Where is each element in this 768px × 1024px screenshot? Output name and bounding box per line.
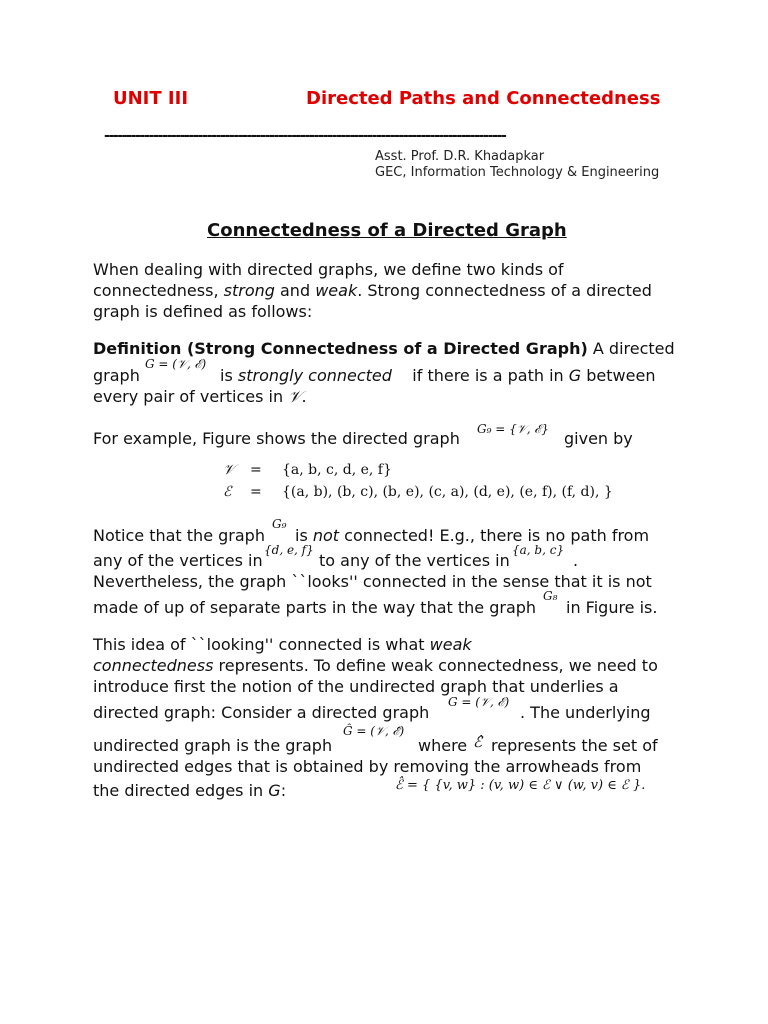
notice-line-1: Notice that the graph [93,526,265,545]
notice-line-2: any of the vertices in [93,551,263,570]
notice-line-3: Nevertheless, the graph ``looks'' connected in the sense that it is not [93,572,652,591]
weak-line-1: This idea of ``looking'' connected is what weak [93,635,472,654]
weak-g-math: G = (𝒱, ℰ) [448,695,510,709]
section-title: Connectedness of a Directed Graph [207,220,567,241]
graph-math: G = (𝒱, ℰ) [145,357,207,371]
notice-line-2-end: . [573,551,579,570]
intro-line-1: When dealing with directed graphs, we define two kinds of [93,260,564,279]
weak-line-3: introduce first the notion of the undirected graph that underlies a [93,677,619,696]
set-def: {d, e, f} [264,543,314,557]
vertex-set: {a, b, c, d, e, f} [282,462,392,478]
notice-line-2-mid: to any of the vertices in [319,551,510,570]
v-equals: = [250,462,262,478]
intro-line-3: graph is defined as follows: [93,302,313,321]
author-name: Asst. Prof. D.R. Khadapkar [375,149,545,164]
notice-g9: G₉ [272,517,287,531]
example-line: For example, Figure shows the directed graph [93,429,460,448]
weak-line-7: the directed edges in G: [93,781,287,800]
set-abc: {a, b, c} [512,543,565,557]
weak-line-2: connectedness represents. To define weak connectedness, we need to [93,656,658,675]
weak-line-5-end: represents the set of [491,736,658,755]
notice-line-1-rest: is not connected! E.g., there is no path from [295,526,650,545]
ehat-symbol: ℰ̂ [473,733,483,751]
notice-g8: G₈ [543,589,558,603]
definition-line-3: every pair of vertices in 𝒱. [93,387,307,406]
ghat-math: Ĝ = (𝒱, ℰ̂) [343,724,405,738]
edge-set: {(a, b), (b, c), (b, e), (c, a), (d, e), (e, f), (f, d), } [282,484,613,500]
notice-line-4: made of up of separate parts in the way that the graph [93,598,537,617]
intro-line-2: connectedness, strong and weak. Strong connectedness of a directed [93,281,652,300]
weak-line-5: undirected graph is the graph [93,736,333,755]
document-title: Directed Paths and Connectedness [306,88,661,109]
weak-line-4-end: . The underlying [520,703,651,722]
unit-label: UNIT III [113,88,189,109]
header-divider: ------------------------------------------------------------------------------------------ [104,128,506,144]
weak-line-4: directed graph: Consider a directed graph [93,703,430,722]
definition-line-2: graph [93,366,140,385]
e-label: ℰ [223,484,232,500]
definition-line-2-rest: is strongly connected if there is a path in G between [220,366,656,385]
g9-math: G₉ = {𝒱, ℰ} [477,422,549,436]
weak-line-5-where: where [418,736,468,755]
definition-line-1: Definition (Strong Connectedness of a Directed Graph) A directed [93,339,675,358]
example-given-by: given by [564,429,633,448]
weak-line-6: undirected edges that is obtained by removing the arrowheads from [93,757,642,776]
v-label: 𝒱 [223,462,235,478]
e-equals: = [250,484,262,500]
author-affiliation: GEC, Information Technology & Engineering [375,165,660,180]
ehat-formula: ℰ̂ = { {v, w} : (v, w) ∈ ℰ ∨ (w, v) ∈ ℰ }. [395,778,646,793]
notice-line-4-end: in Figure is. [566,598,658,617]
